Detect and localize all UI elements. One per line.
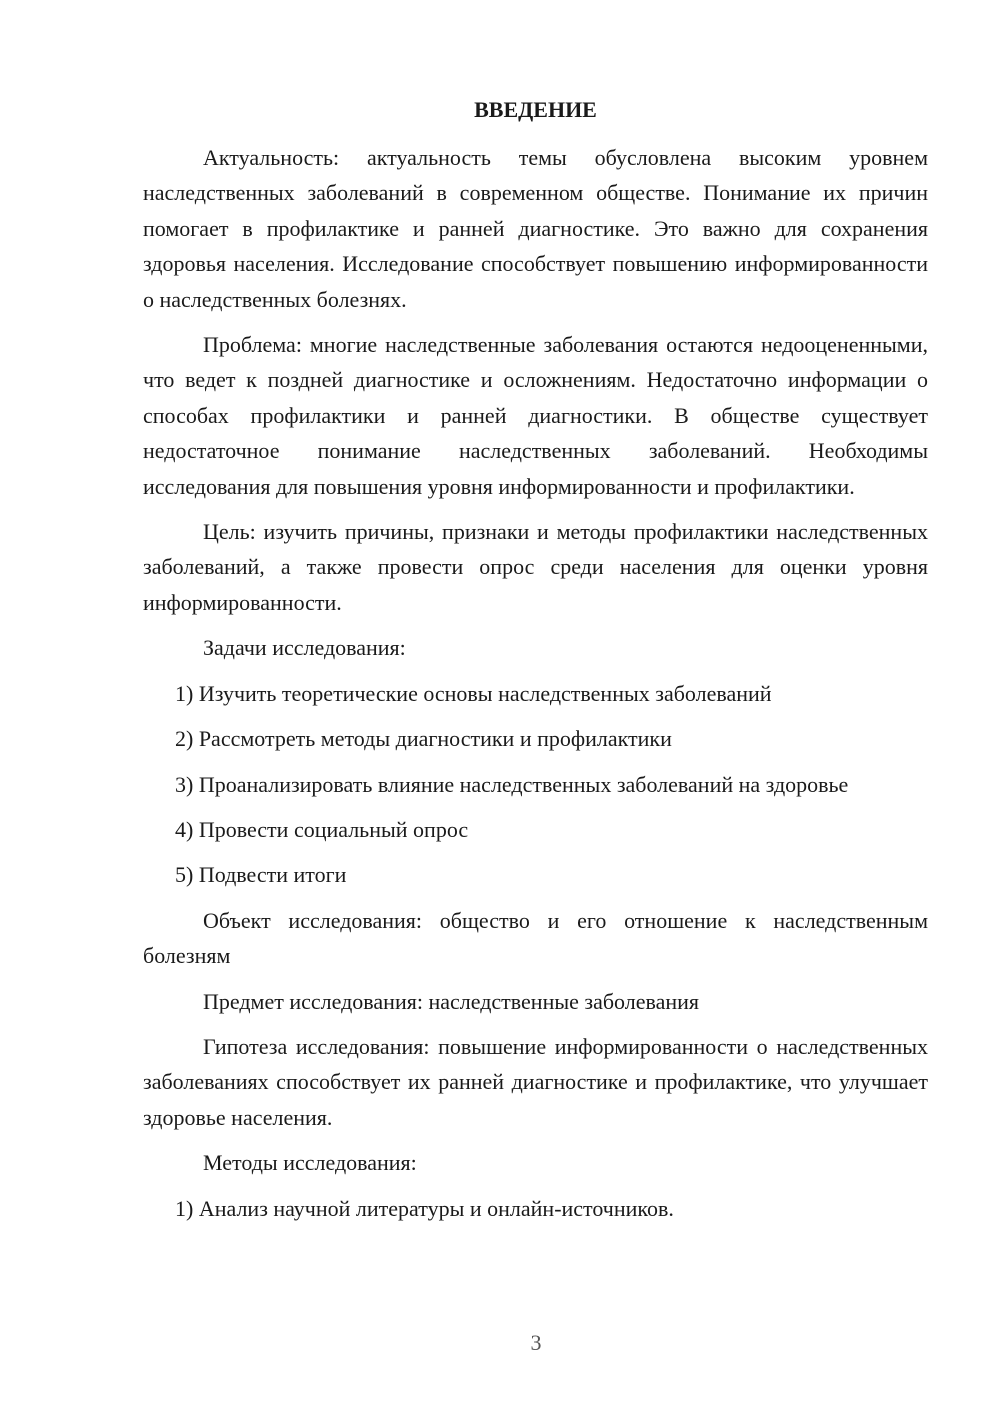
- page-content: [143, 92, 928, 1236]
- section-heading: ВВЕДЕНИЕ: [474, 97, 597, 122]
- page-number: 3: [530, 1330, 542, 1355]
- task-item-4: 4) Провести социальный опрос: [175, 816, 469, 842]
- relevance-paragraph: Актуальность: актуальность темы обусловлена высоким уровнем наследственных заболеваний в современном обществе. Понимание их причин помогает в профилактике и ранней диагностике. Это важно для сохранения здоровья населения. Исследование способствует повышению информированности о наследственных болезнях.: [143, 145, 928, 312]
- task-item-1: 1) Изучить теоретические основы наследственных заболеваний: [175, 680, 772, 706]
- hypothesis-paragraph: Гипотеза исследования: повышение информированности о наследственных заболеваниях способствует их ранней диагностике и профилактике, что улучшает здоровье населения.: [143, 1033, 928, 1130]
- object-paragraph: Объект исследования: общество и его отношение к наследственным болезням: [143, 907, 928, 969]
- task-item-5: 5) Подвести итоги: [175, 862, 347, 888]
- method-item-1: 1) Анализ научной литературы и онлайн-источников.: [175, 1195, 674, 1221]
- subject-paragraph: Предмет исследования: наследственные заболевания: [203, 988, 700, 1014]
- task-item-3: 3) Проанализировать влияние наследственных заболеваний на здоровье: [175, 771, 849, 797]
- tasks-list: [143, 676, 928, 893]
- methods-title: Методы исследования:: [203, 1150, 417, 1176]
- tasks-title: Задачи исследования:: [203, 635, 406, 661]
- methods-list: [143, 1191, 928, 1226]
- goal-paragraph: Цель: изучить причины, признаки и методы профилактики наследственных заболеваний, а также провести опрос среди населения для оценки уровня информированности.: [143, 519, 928, 615]
- problem-paragraph: Проблема: многие наследственные заболевания остаются недооцененными, что ведет к поздней диагностике и осложнениям. Недостаточно информации о способах профилактики и ранней диагностики. В обществе существует недостаточное понимание наследственных заболеваний. Необходимы исследования для повышения уровня информированности и профилактики.: [143, 332, 928, 499]
- task-item-2: 2) Рассмотреть методы диагностики и профилактики: [175, 726, 672, 752]
